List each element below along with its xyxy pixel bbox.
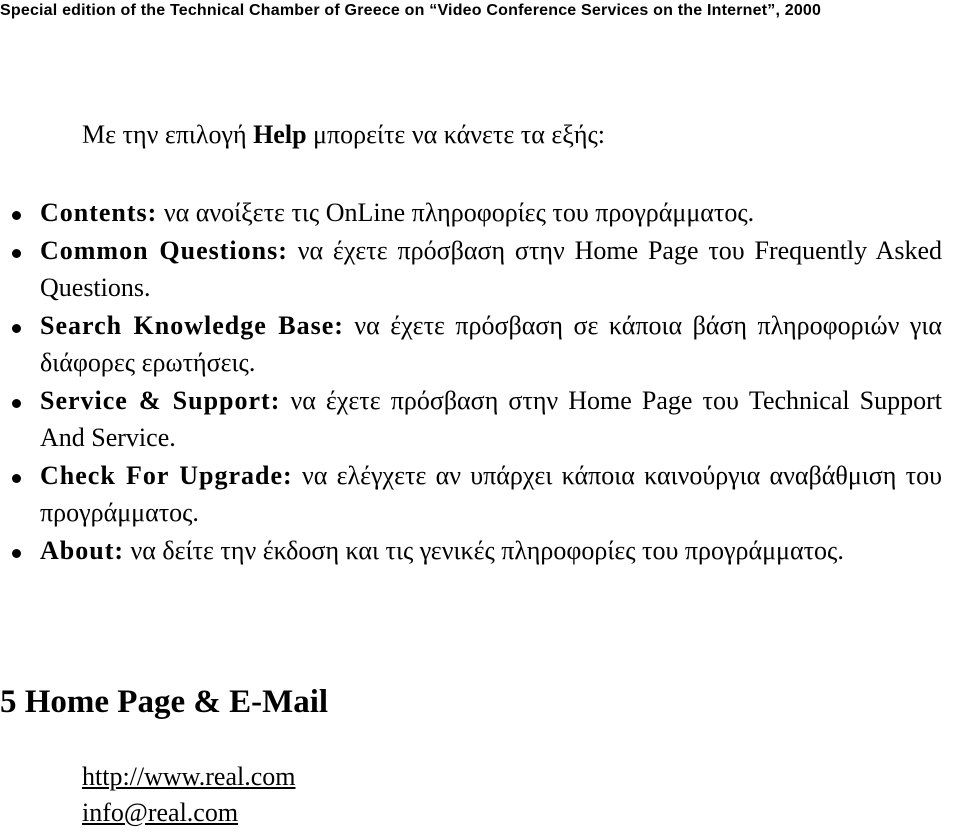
page-header: Special edition of the Technical Chamber of Greece on “Video Conference Services on the Internet”, 2000: [0, 2, 822, 19]
email-link[interactable]: info@real.com: [82, 798, 239, 827]
website-link[interactable]: http://www.real.com: [82, 762, 296, 791]
item-term: Contents:: [40, 198, 158, 227]
intro-prefix: Με την επιλογή: [82, 120, 254, 149]
bullet-icon: [12, 549, 21, 558]
bullet-icon: [12, 399, 21, 408]
bullet-icon: [12, 211, 21, 220]
list-item-check-for-upgrade: [0, 457, 960, 532]
bullet-icon: [12, 474, 21, 483]
item-term: Search Knowledge Base:: [40, 310, 344, 340]
item-description: να δείτε την έκδοση και τις γενικές πληροφορίες του προγράμματος.: [124, 535, 844, 565]
item-term: Common Questions:: [40, 235, 288, 265]
list-item-about: [0, 532, 960, 570]
contact-links: [82, 759, 295, 831]
item-term: About:: [40, 535, 125, 565]
list-item-contents: [0, 194, 960, 232]
item-description: να έχετε πρόσβαση στην Home Page του Frequently Asked Questions.: [40, 235, 942, 302]
bullet-icon: [12, 324, 21, 333]
item-description: να ανοίξετε τις OnLine πληροφορίες του προγράμματος.: [157, 198, 755, 227]
item-term: Service & Support:: [40, 385, 281, 415]
intro-suffix: μπορείτε να κάνετε τα εξής:: [306, 120, 605, 149]
item-description: να έχετε πρόσβαση σε κάποια βάση πληροφοριών για διάφορες ερωτήσεις.: [40, 310, 942, 377]
help-menu-list: [0, 194, 960, 569]
list-item-service-support: [0, 382, 960, 457]
list-item-search-knowledge-base: [0, 307, 960, 382]
bullet-icon: [12, 249, 21, 258]
intro-paragraph: [82, 116, 605, 153]
list-item-common-questions: [0, 232, 960, 307]
item-term: Check For Upgrade:: [40, 460, 293, 490]
item-description: να ελέγχετε αν υπάρχει κάποια καινούργια αναβάθμιση του προγράμματος.: [40, 460, 942, 527]
section-heading: 5 Home Page & E-Mail: [0, 684, 329, 720]
item-description: να έχετε πρόσβαση στην Home Page του Technical Support And Service.: [40, 385, 942, 452]
intro-keyword: Help: [253, 120, 307, 149]
